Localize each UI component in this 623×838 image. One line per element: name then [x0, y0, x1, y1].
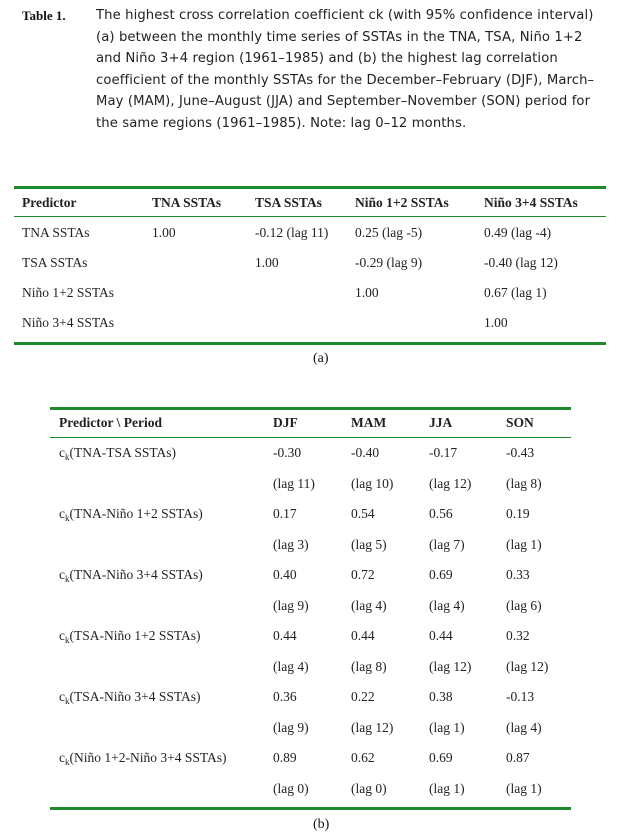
table-a-cell: -0.12 (lag 11): [255, 225, 329, 240]
table-b-row-label: [59, 750, 227, 766]
table-a-cell: 0.25 (lag -5): [355, 225, 423, 240]
row-label-prefix: c: [59, 689, 65, 704]
table-a-cell: -0.40 (lag 12): [484, 255, 558, 270]
table-b-label: (b): [313, 817, 330, 832]
row-label-prefix: c: [59, 628, 65, 643]
table-b-header-son: SON: [506, 415, 534, 430]
table-b-row-label: [59, 567, 203, 583]
table-b-value: 0.44: [351, 628, 375, 643]
table-b-lag: (lag 3): [273, 537, 309, 552]
table-b-header-mam: MAM: [351, 415, 387, 430]
table-b-lag: (lag 12): [351, 720, 394, 735]
table-b-value: 0.38: [429, 689, 453, 704]
table-b-value: -0.13: [506, 689, 535, 704]
table-b-value: 0.89: [273, 750, 297, 765]
table-b-lag: (lag 5): [351, 537, 387, 552]
table-a-row-label: Niño 1+2 SSTAs: [22, 285, 115, 300]
table-b-lag: (lag 9): [273, 720, 309, 735]
table-b-lag: (lag 10): [351, 476, 394, 491]
table-b-lag: (lag 12): [429, 659, 472, 674]
table-b-lag: (lag 1): [506, 537, 542, 552]
table-a-header-nino12: Niño 1+2 SSTAs: [355, 195, 449, 210]
row-label-prefix: c: [59, 750, 65, 765]
table-b-lag: (lag 11): [273, 476, 315, 491]
table-b-row-label: [59, 506, 203, 522]
table-b-value: 0.72: [351, 567, 375, 582]
table-a-cell: 1.00: [152, 225, 176, 240]
table-b-value: 0.40: [273, 567, 297, 582]
table-b-value: 0.32: [506, 628, 530, 643]
row-label-name: (TNA-Niño 3+4 SSTAs): [69, 567, 203, 582]
table-a: [14, 186, 606, 346]
table-a-cell: 0.49 (lag -4): [484, 225, 552, 240]
table-b-value: -0.43: [506, 445, 535, 460]
row-label-name: (Niño 1+2-Niño 3+4 SSTAs): [69, 750, 227, 765]
table-b-value: 0.33: [506, 567, 530, 582]
row-label-subscript: k: [65, 513, 70, 523]
table-b-value: 0.44: [273, 628, 297, 643]
table-b-value: 0.56: [429, 506, 453, 521]
table-b-header-jja: JJA: [429, 415, 453, 430]
table-b-lag: (lag 7): [429, 537, 465, 552]
table-b-value: 0.44: [429, 628, 453, 643]
table-b-lag: (lag 8): [351, 659, 387, 674]
row-label-prefix: c: [59, 506, 65, 521]
table-b-value: 0.22: [351, 689, 375, 704]
table-b-value: 0.17: [273, 506, 297, 521]
table-b-value: -0.30: [273, 445, 302, 460]
row-label-subscript: k: [65, 452, 70, 462]
row-label-subscript: k: [65, 696, 70, 706]
table-b-lag: (lag 4): [429, 598, 465, 613]
table-b-lag: (lag 0): [351, 781, 387, 796]
table-b-row-label: [59, 445, 176, 461]
table-a-header-tsa: TSA SSTAs: [255, 195, 322, 210]
table-a-cell: 1.00: [255, 255, 279, 270]
row-label-name: (TSA-Niño 3+4 SSTAs): [69, 689, 201, 704]
table-b-lag: (lag 1): [506, 781, 542, 796]
row-label-name: (TNA-Niño 1+2 SSTAs): [69, 506, 203, 521]
table-b-value: -0.40: [351, 445, 380, 460]
table-b-value: 0.69: [429, 750, 453, 765]
table-b-lag: (lag 12): [506, 659, 549, 674]
table-b-lag: (lag 4): [506, 720, 542, 735]
row-label-prefix: c: [59, 445, 65, 460]
table-a-top-rule: [14, 186, 606, 189]
caption-label: Table 1.: [22, 8, 66, 23]
table-b-value: -0.17: [429, 445, 458, 460]
row-label-subscript: k: [65, 635, 70, 645]
table-b-lag: (lag 8): [506, 476, 542, 491]
table-a-cell: 1.00: [484, 315, 508, 330]
table-b-header-rule: [50, 437, 571, 438]
table-b-lag: (lag 6): [506, 598, 542, 613]
row-label-name: (TNA-TSA SSTAs): [69, 445, 177, 460]
row-label-subscript: k: [65, 757, 70, 767]
table-a-bottom-rule: [14, 342, 606, 345]
row-label-subscript: k: [65, 574, 70, 584]
table-b-value: 0.62: [351, 750, 375, 765]
table-b-lag: (lag 0): [273, 781, 309, 796]
table-b-value: 0.36: [273, 689, 297, 704]
table-b-lag: (lag 4): [273, 659, 309, 674]
table-b-value: 0.69: [429, 567, 453, 582]
table-a-header-rule: [14, 216, 606, 217]
table-b-row-label: [59, 689, 201, 705]
table-a-label: (a): [313, 351, 329, 366]
table-a-row-label: TSA SSTAs: [22, 255, 88, 270]
table-a-cell: 0.67 (lag 1): [484, 285, 547, 300]
table-a-row-label: TNA SSTAs: [22, 225, 90, 240]
table-a-header-nino34: Niño 3+4 SSTAs: [484, 195, 578, 210]
row-label-name: (TSA-Niño 1+2 SSTAs): [69, 628, 201, 643]
table-b-lag: (lag 1): [429, 781, 465, 796]
caption-text: The highest cross correlation coefficient ck (with 95% confidence interval) (a) between the monthly time series of SSTAs in the TNA, TSA, Niño 1+2 and Niño 3+4 region (1961–1985) and (b) the highest lag correlation coefficient of the monthly SSTAs for the December–February (DJF), March–May (MAM), June–August (JJA) and September–November (SON) period for the same regions (1961–1985). Note: lag 0–12 months.: [96, 8, 595, 131]
table-b-lag: (lag 9): [273, 598, 309, 613]
table-b-value: 0.87: [506, 750, 530, 765]
table-b-value: 0.54: [351, 506, 375, 521]
row-label-prefix: c: [59, 567, 65, 582]
table-a-row-label: Niño 3+4 SSTAs: [22, 315, 115, 330]
table-a-header-tna: TNA SSTAs: [152, 195, 222, 210]
table-b-lag: (lag 1): [429, 720, 465, 735]
table-a-cell: -0.29 (lag 9): [355, 255, 423, 270]
table-b-lag: (lag 12): [429, 476, 472, 491]
table-b-bottom-rule: [50, 807, 571, 810]
table-b-header-djf: DJF: [273, 415, 298, 430]
table-b-top-rule: [50, 407, 571, 410]
table-b-lag: (lag 4): [351, 598, 387, 613]
table-b-header-predictor: Predictor \ Period: [59, 415, 162, 430]
table-b: [50, 407, 571, 810]
table-a-cell: 1.00: [355, 285, 379, 300]
table-a-header-predictor: Predictor: [22, 195, 77, 210]
table-b-value: 0.19: [506, 506, 530, 521]
table-b-row-label: [59, 628, 201, 644]
